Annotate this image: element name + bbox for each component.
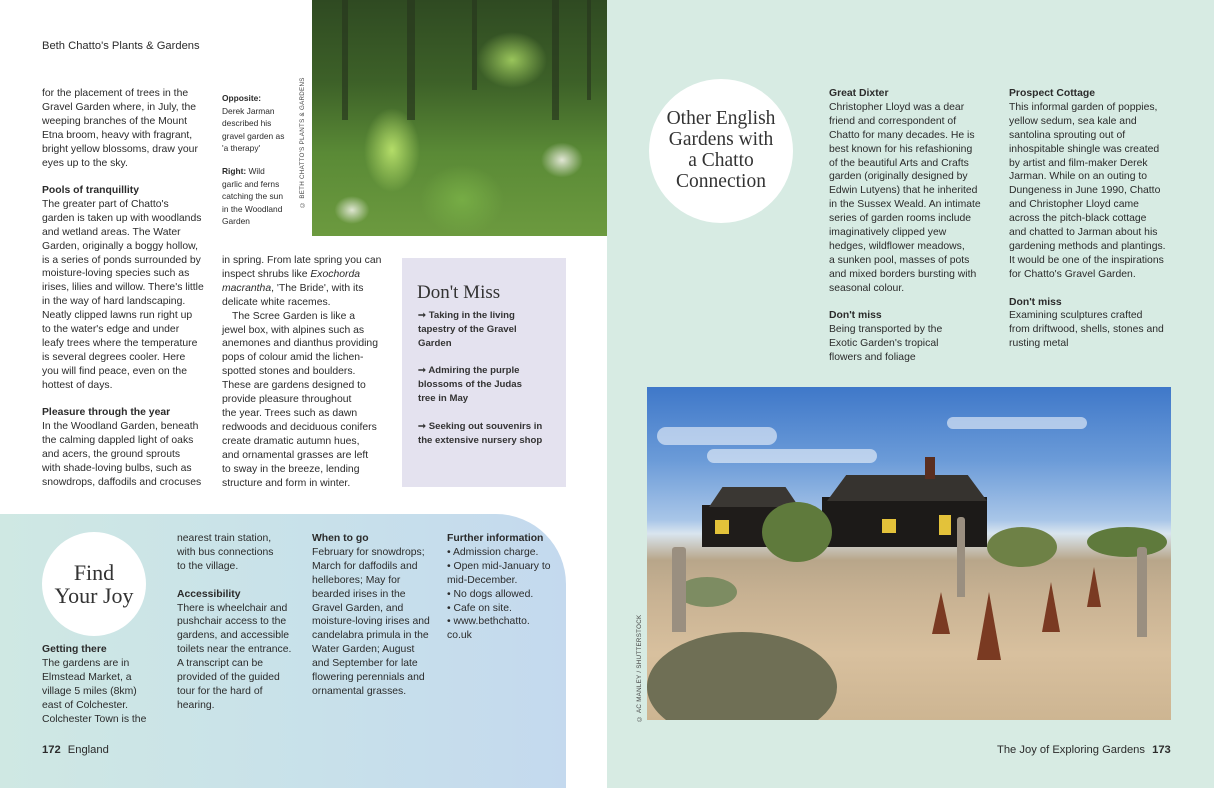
- text-line: , 'The Bride', with its: [271, 282, 364, 294]
- caption-line: catching the sun: [222, 191, 283, 202]
- text-line: Christopher Lloyd was a dear: [829, 101, 965, 113]
- text-line: series of garden rooms include: [829, 213, 972, 225]
- section-heading: Prospect Cottage: [1009, 88, 1096, 99]
- text-line: santolina sprouting out of: [1009, 129, 1126, 141]
- text-line: • www.bethchatto.: [447, 616, 530, 628]
- dont-miss-box: [402, 258, 566, 487]
- caption-line: in the Woodland: [222, 203, 283, 214]
- text-line: Dungeness in June 1990, Chatto: [1009, 185, 1161, 197]
- text-line: hellebores; May for: [312, 574, 401, 586]
- text-line: Etna broom, heavy with fragrant,: [42, 129, 193, 141]
- text-line: Edwin Lutyens) that he inherited: [829, 185, 978, 197]
- text-line: Gravel Garden where, in July, the: [42, 101, 197, 113]
- section-heading: Don't miss: [829, 310, 882, 322]
- item-line: Admiring the purple: [428, 365, 520, 376]
- text-line: in spring. From late spring you can: [222, 255, 382, 266]
- text-line: gardens, and accessible: [177, 630, 290, 642]
- text-line: moisture-loving irises and: [312, 616, 430, 628]
- great-dixter-section: [829, 87, 999, 365]
- text-line: from driftwood, shells, stones and: [1009, 324, 1164, 336]
- caption-line: Derek Jarman: [222, 105, 275, 116]
- text-line: The gardens are in: [42, 657, 130, 669]
- pools-section: [42, 184, 212, 393]
- item-line: blossoms of the Judas: [418, 378, 522, 390]
- text-line: The greater part of Chatto's: [42, 198, 169, 210]
- text-line: It would be one of the inspirations: [1009, 254, 1164, 266]
- arrow-icon: ➞: [418, 365, 429, 376]
- text-line: flowers and foliage: [829, 352, 916, 364]
- joy-column-2: [177, 532, 302, 713]
- plant-name: macrantha: [222, 282, 272, 294]
- text-line: garden (originally designed by: [829, 171, 968, 183]
- item-line: tapestry of the Gravel: [418, 323, 517, 335]
- text-line: • Open mid-January to: [447, 560, 551, 572]
- top-photo-credit: © BETH CHATTO'S PLANTS & GARDENS: [299, 77, 306, 208]
- section-heading: When to go: [312, 533, 369, 544]
- text-line: you will find peace, even on the: [42, 365, 187, 377]
- caption-line: Wild: [246, 165, 265, 176]
- text-line: February for snowdrops;: [312, 546, 425, 558]
- item-line: Taking in the living: [428, 310, 515, 321]
- text-line: to sway in the breeze, lending: [222, 463, 360, 475]
- item-line: Garden: [418, 337, 452, 349]
- footer-label: The Joy of Exploring Gardens: [997, 744, 1145, 756]
- item-line: the extensive nursery shop: [418, 434, 543, 446]
- text-line: nearest train station,: [177, 533, 272, 544]
- text-line: with shade-loving bulbs, such as: [42, 462, 192, 474]
- text-line: candelabra primula in the: [312, 630, 429, 642]
- panel-title-line: Other English: [666, 108, 776, 130]
- section-heading: Great Dixter: [829, 88, 889, 99]
- arrow-icon: ➞: [418, 310, 429, 321]
- text-line: The Scree Garden is like a: [232, 310, 356, 322]
- text-line: spotted stones and boulders.: [222, 366, 356, 378]
- text-line: delicate white racemes.: [222, 296, 331, 308]
- text-line: tour for the hard of: [177, 685, 263, 697]
- running-header: Beth Chatto's Plants & Gardens: [42, 40, 200, 52]
- other-gardens-circle: [649, 79, 793, 223]
- panel-title-line: Your Joy: [54, 583, 134, 608]
- text-line: bright yellow blossoms, draw your: [42, 143, 198, 155]
- text-line: jewel box, with alpines such as: [222, 324, 365, 336]
- item-line: tree in May: [418, 392, 469, 404]
- section-heading: Further information: [447, 533, 544, 544]
- plant-name: Exochorda: [310, 268, 361, 280]
- text-line: garden is taken up with woodlands: [42, 212, 202, 224]
- section-heading: Pools of tranquillity: [42, 185, 139, 196]
- arrow-icon: ➞: [418, 421, 429, 432]
- section-heading: Don't miss: [1009, 296, 1062, 308]
- caption-line: garlic and ferns: [222, 178, 280, 189]
- text-line: inspect shrubs like: [222, 268, 311, 280]
- caption-label: Opposite:: [222, 93, 262, 103]
- text-line: Gravel Garden, and: [312, 602, 404, 614]
- text-line: for the placement of trees in the: [42, 88, 189, 99]
- panel-title-line: Gardens with: [668, 129, 774, 151]
- page-number: 173: [1152, 744, 1171, 756]
- text-line: snowdrops, daffodils and crocuses: [42, 476, 202, 488]
- item-line: Seeking out souvenirs in: [428, 421, 543, 432]
- text-line: Jarman. While on an outing to: [1009, 171, 1148, 183]
- text-line: for Chatto's Gravel Garden.: [1009, 268, 1136, 280]
- text-line: pops of colour amid the lichen-: [222, 352, 364, 364]
- text-line: to the water's edge and under: [42, 324, 180, 336]
- text-line: toilets near the entrance.: [177, 644, 292, 656]
- text-line: hearing.: [177, 699, 215, 711]
- when-to-go-section: [312, 532, 437, 699]
- caption-line: 'a therapy': [222, 143, 261, 154]
- text-line: mid-December.: [447, 574, 518, 586]
- text-line: moisture-loving species such as: [42, 268, 190, 280]
- text-line: pushchair access to the: [177, 616, 287, 628]
- text-line: village 5 miles (8km): [42, 685, 137, 697]
- text-line: best known for his refashioning: [829, 143, 973, 155]
- text-line: and wetland areas. The Water: [42, 226, 181, 238]
- text-line: bearded irises in the: [312, 588, 406, 600]
- text-line: Being transported by the: [829, 324, 943, 336]
- prospect-cottage-photo: [647, 387, 1171, 720]
- text-line: to the village.: [177, 560, 239, 572]
- text-line: and mixed borders bursting with: [829, 268, 977, 280]
- text-line: a sunken pool, masses of pots: [829, 254, 970, 266]
- text-line: • No dogs allowed.: [447, 588, 534, 600]
- text-line: Chatto for many decades. He is: [829, 129, 975, 141]
- text-line: This informal garden of poppies,: [1009, 101, 1158, 113]
- panel-title-line: Connection: [676, 170, 766, 192]
- text-line: structure and form in winter.: [222, 477, 351, 489]
- text-line: seasonal colour.: [829, 282, 905, 294]
- text-line: imaginatively clipped yew: [829, 227, 947, 239]
- text-line: In the Woodland Garden, beneath: [42, 420, 199, 432]
- text-line: • Cafe on site.: [447, 602, 512, 614]
- text-line: Water Garden; August: [312, 644, 415, 656]
- section-heading: Accessibility: [177, 588, 241, 600]
- text-line: the year. Trees such as dawn: [222, 407, 358, 419]
- panel-title-line: Find: [73, 560, 115, 585]
- woodland-garden-photo: [312, 0, 607, 236]
- text-line: flowering perennials and: [312, 672, 425, 684]
- text-line: and Christopher Lloyd came: [1009, 199, 1139, 211]
- text-line: provide pleasure throughout: [222, 394, 352, 406]
- text-line: March for daffodils and: [312, 560, 418, 572]
- text-line: These are gardens designed to: [222, 380, 366, 392]
- text-line: by artist and film-maker Derek: [1009, 157, 1148, 169]
- text-line: and ornamental grasses are left: [222, 449, 369, 461]
- text-line: anemones and dianthus providing: [222, 338, 378, 350]
- pleasure-section: [42, 406, 214, 489]
- text-line: and acers, the ground sprouts: [42, 448, 181, 460]
- text-line: eyes up to the sky.: [42, 157, 128, 169]
- right-page-footer: [997, 744, 1171, 756]
- getting-there-section: [42, 643, 162, 726]
- text-line: friend and correspondent of: [829, 115, 957, 127]
- text-line: gardening methods and plantings.: [1009, 240, 1166, 252]
- caption-label: Right:: [222, 165, 247, 176]
- section-heading: Getting there: [42, 644, 107, 655]
- text-line: ornamental grasses.: [312, 685, 407, 697]
- dont-miss-item: [418, 309, 558, 350]
- text-line: A transcript can be: [177, 658, 264, 670]
- text-line: hedges, wildflower meadows,: [829, 240, 965, 252]
- prospect-cottage-section: [1009, 87, 1181, 351]
- caption-line: Garden: [222, 216, 250, 227]
- text-line: provided of the guided: [177, 672, 280, 684]
- middle-column-text: [222, 254, 392, 490]
- text-line: Neatly clipped lawns run right up: [42, 310, 193, 322]
- text-line: irises, lilies and willow. There's little: [42, 282, 204, 294]
- text-line: rusting metal: [1009, 338, 1069, 350]
- text-line: leafy trees where the temperature: [42, 337, 198, 349]
- text-line: create dramatic autumn hues,: [222, 435, 360, 447]
- text-line: inhospitable shingle was created: [1009, 143, 1160, 155]
- section-heading: Pleasure through the year: [42, 407, 171, 418]
- dont-miss-title: Don't Miss: [417, 282, 501, 303]
- text-line: yellow sedum, sea kale and: [1009, 115, 1137, 127]
- text-line: east of Colchester.: [42, 699, 129, 711]
- dont-miss-item: [418, 420, 558, 448]
- text-line: the calming dappled light of oaks: [42, 434, 194, 446]
- text-line: with bus connections: [177, 546, 274, 558]
- text-line: is several degrees cooler. Here: [42, 351, 186, 363]
- text-line: is a series of ponds surrounded by: [42, 254, 201, 266]
- text-line: Exotic Garden's tropical: [829, 338, 939, 350]
- text-line: hottest of days.: [42, 379, 113, 391]
- text-line: and chatted to Jarman about his: [1009, 227, 1158, 239]
- text-line: redwoods and deciduous conifers: [222, 421, 377, 433]
- dont-miss-item: [418, 364, 558, 405]
- caption-line: gravel garden as: [222, 130, 285, 141]
- text-line: and September for late: [312, 658, 418, 670]
- text-line: Elmstead Market, a: [42, 671, 132, 683]
- text-line: co.uk: [447, 630, 472, 642]
- text-line: Garden, originally a boggy hollow,: [42, 240, 198, 252]
- text-line: Examining sculptures crafted: [1009, 310, 1143, 322]
- left-page-footer: [42, 744, 109, 756]
- further-info-section: [447, 532, 562, 643]
- intro-paragraph: [42, 87, 212, 170]
- photo-captions: [222, 92, 300, 228]
- page-number: 172: [42, 744, 61, 756]
- text-line: weeping branches of the Mount: [42, 115, 187, 127]
- text-line: in the Sussex Weald. An intimate: [829, 199, 981, 211]
- text-line: of the beautiful Arts and Crafts: [829, 157, 969, 169]
- text-line: Colchester Town is the: [42, 713, 147, 725]
- footer-label: England: [67, 744, 109, 756]
- caption-line: described his: [222, 118, 272, 129]
- bottom-photo-credit: © AC MANLEY / SHUTTERSTOCK: [636, 614, 643, 722]
- text-line: There is wheelchair and: [177, 602, 288, 614]
- text-line: • Admission charge.: [447, 546, 539, 558]
- text-line: in the way of hard landscaping.: [42, 296, 186, 308]
- panel-title-line: a Chatto: [688, 150, 754, 171]
- find-your-joy-circle: [42, 532, 146, 636]
- text-line: across the pitch-black cottage: [1009, 213, 1147, 225]
